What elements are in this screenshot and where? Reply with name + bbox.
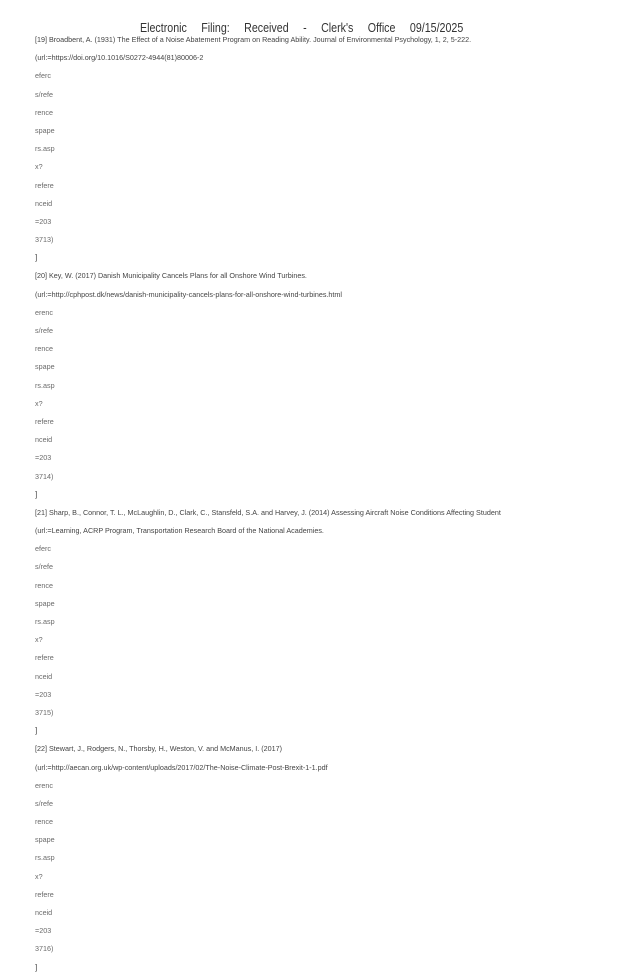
link-fragment: =203 — [35, 926, 52, 936]
link-fragment: nceid — [35, 435, 53, 445]
link-fragment: s/refe — [35, 89, 53, 99]
header-word: Office — [367, 20, 396, 35]
link-fragment: refere — [35, 180, 54, 190]
reference-citation: [22] Stewart, J., Rodgers, N., Thorsby, H., Weston, V. and McManus, I. (2017) — [35, 744, 283, 754]
link-fragment: rence — [35, 107, 53, 117]
link-fragment: rence — [35, 580, 53, 590]
header-word: Clerk's — [321, 20, 354, 35]
header-word: Electronic — [140, 20, 187, 35]
link-fragment: erenc — [35, 780, 53, 790]
reference-list — [35, 31, 595, 977]
link-fragment: x? — [35, 635, 43, 645]
link-fragment: spape — [35, 125, 55, 135]
header-word: Received — [244, 20, 289, 35]
link-fragment: spape — [35, 835, 55, 845]
reference-link[interactable]: (url:=http://cphpost.dk/news/danish-municipality-cancels-plans-for-all-onshore-wind-turbines.html — [35, 289, 342, 299]
link-fragment: s/refe — [35, 562, 53, 572]
closing-bracket: ] — [35, 253, 38, 263]
reference-citation: [21] Sharp, B., Connor, T. L., McLaughlin, D., Clark, C., Stansfeld, S.A. and Harvey, J. (2014) Assessing Aircraft Noise Conditions Affecting Student — [35, 507, 501, 517]
link-fragment: 3714) — [35, 471, 54, 481]
reference-entry — [35, 740, 595, 976]
link-fragment: nceid — [35, 198, 53, 208]
link-fragment: x? — [35, 162, 43, 172]
link-fragment: x? — [35, 871, 43, 881]
link-fragment: erenc — [35, 307, 53, 317]
link-fragment: rence — [35, 817, 53, 827]
link-fragment: s/refe — [35, 798, 53, 808]
reference-entry — [35, 267, 595, 503]
link-fragment: 3715) — [35, 707, 54, 717]
link-fragment: x? — [35, 398, 43, 408]
link-fragment: =203 — [35, 453, 52, 463]
closing-bracket: ] — [35, 489, 38, 499]
link-fragment: eferc — [35, 71, 51, 81]
link-fragment: rs.asp — [35, 144, 55, 154]
closing-bracket: ] — [35, 962, 38, 972]
reference-link[interactable]: (url:=Learning, ACRP Program, Transportation Research Board of the National Academies. — [35, 526, 324, 536]
link-fragment: refere — [35, 889, 54, 899]
link-fragment: rs.asp — [35, 380, 55, 390]
link-fragment: 3716) — [35, 944, 54, 954]
link-fragment: 3713) — [35, 235, 54, 245]
reference-citation: [19] Broadbent, A. (1931) The Effect of a Noise Abatement Program on Reading Ability. Journal of Environmental Psychology, 1, 2, 5-222. — [35, 35, 472, 44]
link-fragment: refere — [35, 653, 54, 663]
reference-link[interactable]: (url:=http://aecan.org.uk/wp-content/uploads/2017/02/The-Noise-Climate-Post-Brexit-1-1.pdf — [35, 762, 328, 772]
link-fragment: =203 — [35, 689, 52, 699]
link-fragment: rs.asp — [35, 853, 55, 863]
link-fragment: =203 — [35, 216, 52, 226]
header-date: 09/15/2025 — [409, 20, 464, 35]
link-fragment: eferc — [35, 544, 51, 554]
link-fragment: s/refe — [35, 326, 53, 335]
reference-entry — [35, 504, 595, 740]
reference-entry — [35, 31, 595, 267]
link-fragment: spape — [35, 362, 55, 372]
header-word: Filing: — [201, 20, 230, 35]
link-fragment: rs.asp — [35, 617, 55, 626]
link-fragment: nceid — [35, 908, 53, 917]
link-fragment: spape — [35, 598, 55, 608]
link-fragment: nceid — [35, 671, 53, 681]
link-fragment: rence — [35, 344, 53, 354]
header-word: - — [303, 20, 307, 35]
link-fragment: refere — [35, 416, 54, 426]
reference-link[interactable]: (url:=https://doi.org/10.1016/S0272-4944(81)80006-2 — [35, 53, 204, 63]
reference-citation: [20] Key, W. (2017) Danish Municipality Cancels Plans for all Onshore Wind Turbines. — [35, 271, 307, 281]
closing-bracket: ] — [35, 726, 38, 736]
